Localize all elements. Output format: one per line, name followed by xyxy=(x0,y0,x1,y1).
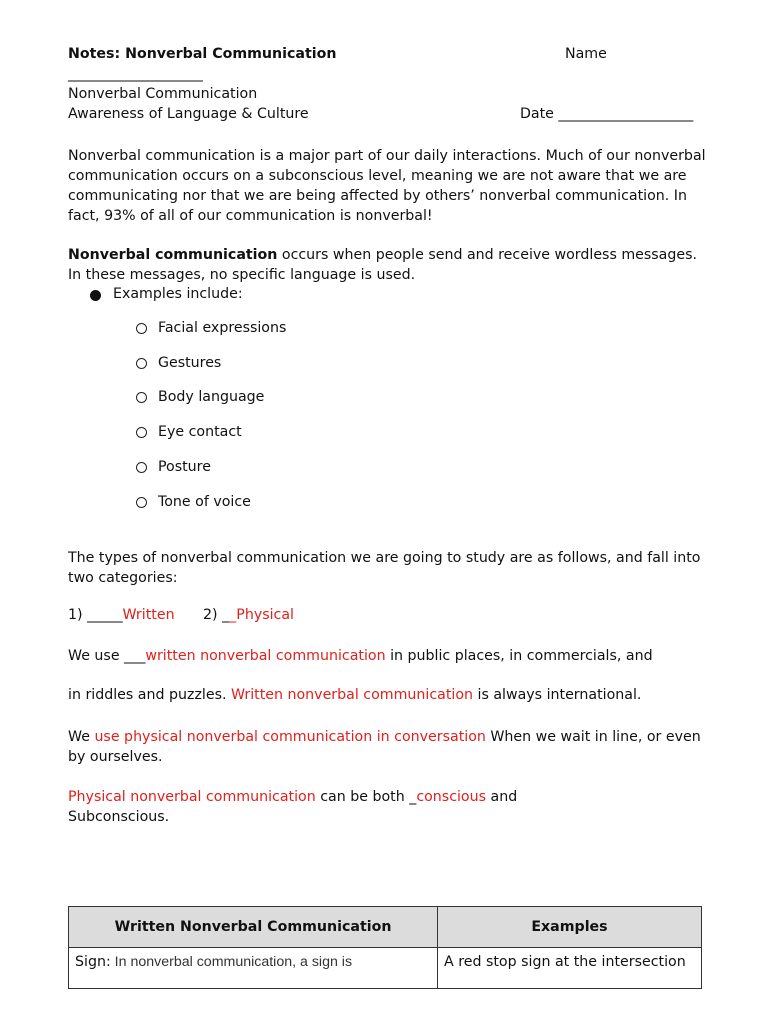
category-1 xyxy=(68,607,175,623)
example-item: Eye contact xyxy=(158,424,242,440)
category-2-answer: _Physical xyxy=(229,607,294,623)
table-cell xyxy=(69,948,438,989)
text-segment: We xyxy=(68,729,95,745)
definition-line2: In these messages, no specific language is used. xyxy=(68,267,416,283)
date-field: Date ___________________ xyxy=(520,106,694,122)
written-communication-table xyxy=(68,906,702,989)
example-item: Gestures xyxy=(158,355,222,371)
types-paragraph xyxy=(68,548,728,588)
text-segment: We use ___ xyxy=(68,648,146,664)
table-header: Written Nonverbal Communication xyxy=(69,907,438,948)
text-segment: and xyxy=(486,789,518,805)
intro-paragraph xyxy=(68,146,728,226)
category-2 xyxy=(203,607,294,623)
name-label: Name xyxy=(565,46,607,62)
bullet-icon xyxy=(90,290,101,301)
written-sentence-line2 xyxy=(68,687,641,703)
physical-sentence xyxy=(68,727,728,767)
course-line: Awareness of Language & Culture xyxy=(68,106,309,122)
circle-bullet-icon xyxy=(136,392,147,403)
definition-term: Nonverbal communication xyxy=(68,247,278,263)
text-segment: When we wait in line, or even xyxy=(485,729,701,745)
examples-label: Examples include: xyxy=(113,286,243,302)
answer-text: Physical nonverbal communication xyxy=(68,789,316,805)
answer-text: conscious xyxy=(416,789,486,805)
subject-line: Nonverbal Communication xyxy=(68,86,258,102)
types-line: two categories: xyxy=(68,570,178,586)
written-sentence-line1 xyxy=(68,648,653,664)
types-line: The types of nonverbal communication we are going to study are as follows, and fall into xyxy=(68,550,701,566)
sign-definition: In nonverbal communication, a sign is xyxy=(110,954,353,970)
table-header-row xyxy=(69,907,702,948)
answer-text: Written nonverbal communication xyxy=(230,687,473,703)
circle-bullet-icon xyxy=(136,462,147,473)
category-2-prefix: 2) _ xyxy=(203,607,230,623)
text-segment: can be both _ xyxy=(315,789,417,805)
name-blank: ___________________ xyxy=(68,66,203,82)
text-segment: by ourselves. xyxy=(68,749,163,765)
circle-bullet-icon xyxy=(136,427,147,438)
text-segment: Subconscious. xyxy=(68,809,170,825)
sign-label: Sign: xyxy=(75,954,111,970)
circle-bullet-icon xyxy=(136,358,147,369)
intro-line: Nonverbal communication is a major part of our daily interactions. Much of our nonverbal xyxy=(68,148,706,164)
text-segment: is always international. xyxy=(473,687,642,703)
table-cell: A red stop sign at the intersection xyxy=(438,948,702,989)
text-segment: in riddles and puzzles. xyxy=(68,687,231,703)
page-title: Notes: Nonverbal Communication xyxy=(68,46,337,62)
text-segment: in public places, in commercials, and xyxy=(385,648,653,664)
table-row xyxy=(69,948,702,989)
intro-line: communicating nor that we are being affected by others’ nonverbal communication. In xyxy=(68,188,687,204)
intro-line: communication occurs on a subconscious level, meaning we are not aware that we are xyxy=(68,168,687,184)
conscious-sentence xyxy=(68,787,728,827)
definition-paragraph xyxy=(68,245,728,285)
circle-bullet-icon xyxy=(136,497,147,508)
example-item: Body language xyxy=(158,389,265,405)
table-header: Examples xyxy=(438,907,702,948)
example-item: Posture xyxy=(158,459,211,475)
category-1-answer: Written xyxy=(122,607,175,623)
circle-bullet-icon xyxy=(136,323,147,334)
definition-text: occurs when people send and receive wordless messages. xyxy=(277,247,698,263)
example-item: Facial expressions xyxy=(158,320,287,336)
answer-text: written nonverbal communication xyxy=(145,648,386,664)
answer-text: use physical nonverbal communication in conversation xyxy=(94,729,486,745)
category-1-prefix: 1) _____ xyxy=(68,607,123,623)
example-item: Tone of voice xyxy=(158,494,251,510)
intro-line: fact, 93% of all of our communication is nonverbal! xyxy=(68,208,433,224)
